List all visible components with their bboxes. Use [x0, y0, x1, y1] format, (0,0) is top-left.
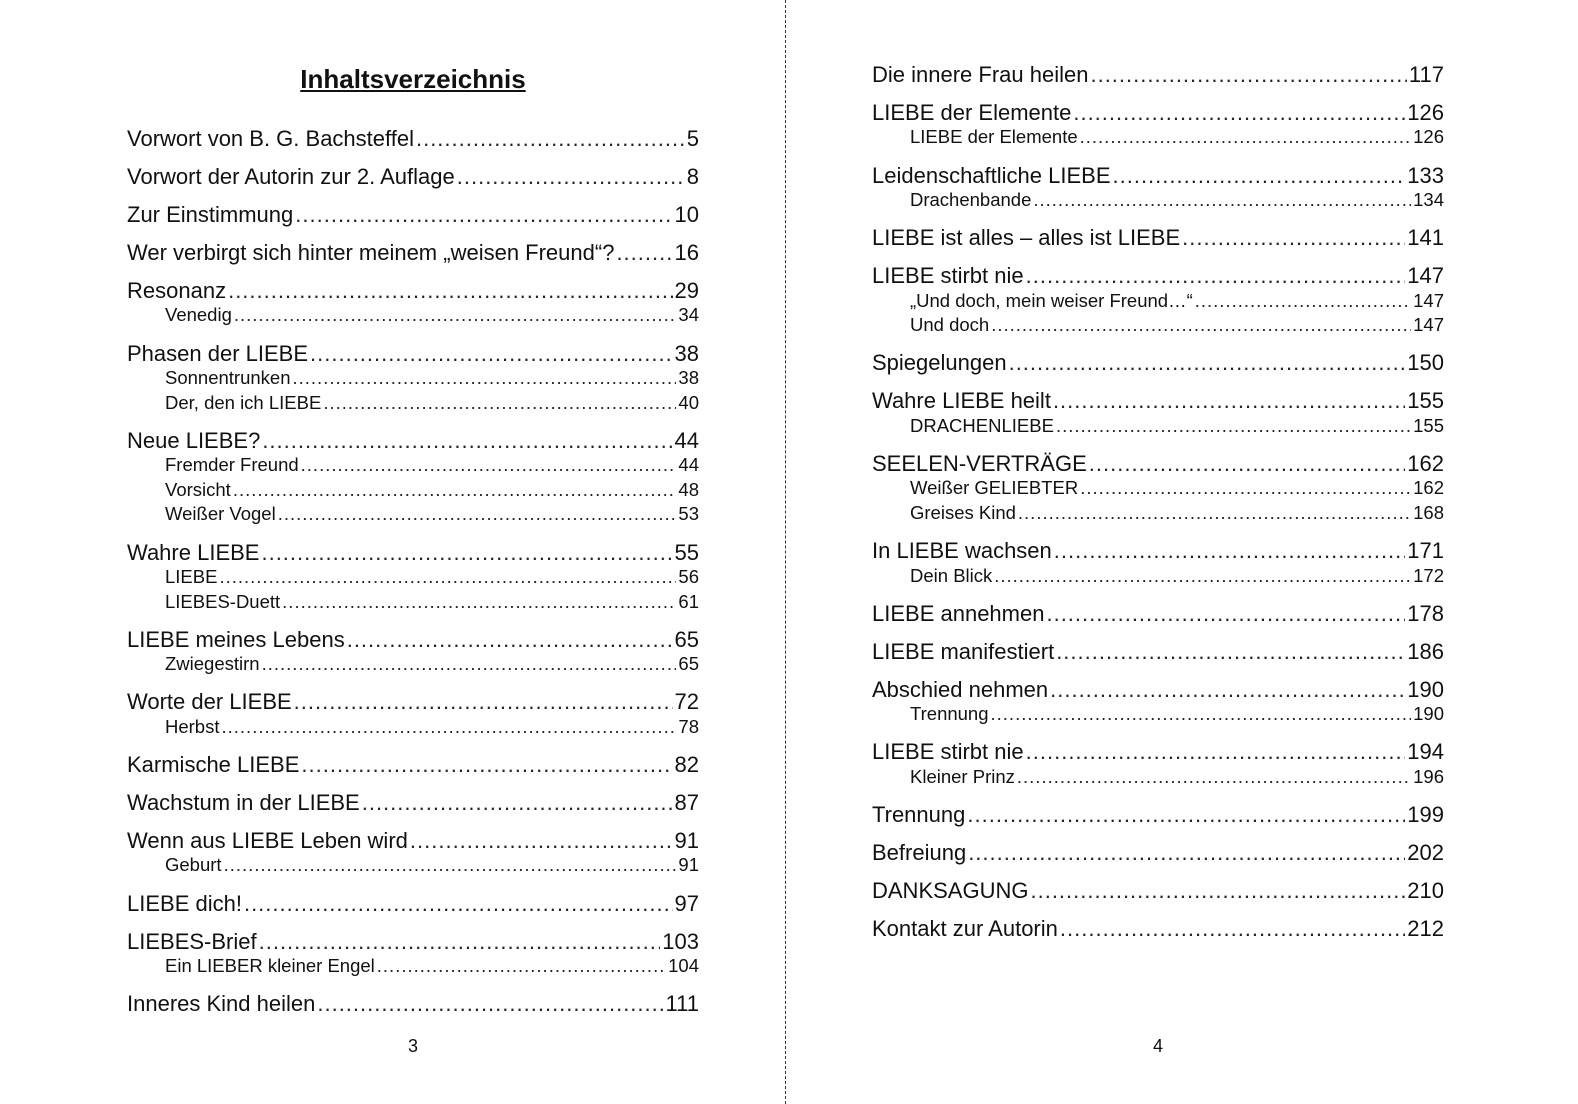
toc-subentry-page: 44: [678, 454, 699, 476]
toc-entry[interactable]: [127, 341, 699, 366]
toc-list-left: [127, 126, 699, 1029]
toc-subentry-page: 134: [1413, 189, 1444, 210]
toc-subentry[interactable]: [872, 188, 1444, 213]
toc-entry-page: 16: [674, 240, 699, 265]
toc-entry-title: Wahre LIEBE: [127, 539, 260, 565]
toc-entry-page: 87: [674, 789, 699, 815]
toc-entry-page: 82: [674, 751, 699, 777]
toc-subentry[interactable]: [872, 313, 1444, 338]
toc-subentry-page: 61: [678, 590, 699, 612]
toc-entry[interactable]: [127, 164, 699, 189]
toc-subentry[interactable]: [872, 289, 1444, 314]
toc-entry-title: Zur Einstimmung: [127, 202, 294, 227]
toc-entry-title: Inneres Kind heilen: [127, 991, 316, 1017]
toc-chapter: [872, 840, 1444, 865]
dot-leader: [347, 627, 673, 652]
dot-leader: [410, 828, 673, 853]
toc-entry[interactable]: [127, 278, 699, 303]
toc-chapter: [127, 929, 699, 979]
toc-subentry-title: Der, den ich LIEBE: [165, 391, 322, 413]
toc-entry-title: Phasen der LIEBE: [127, 340, 309, 366]
dot-leader: [262, 428, 672, 453]
toc-subentry-title: Kleiner Prinz: [910, 765, 1015, 787]
dot-leader: [301, 752, 672, 777]
toc-subentry-page: 40: [678, 391, 699, 413]
dot-leader: [1017, 765, 1411, 790]
toc-subentry[interactable]: [127, 366, 699, 391]
toc-entry[interactable]: [872, 451, 1444, 476]
toc-chapter: [127, 689, 699, 739]
toc-entry-title: Resonanz: [127, 278, 227, 303]
toc-entry[interactable]: [872, 225, 1444, 250]
toc-subentry[interactable]: [127, 453, 699, 478]
toc-subentry[interactable]: [127, 853, 699, 878]
toc-title: Inhaltsverzeichnis: [300, 64, 526, 94]
toc-list-right: [872, 62, 1444, 954]
toc-entry[interactable]: [872, 62, 1444, 87]
toc-entry-title: Spiegelungen: [872, 350, 1007, 376]
toc-subentry-title: Ein LIEBER kleiner Engel: [165, 954, 375, 976]
toc-entry-page: 133: [1407, 162, 1444, 188]
dot-leader: [1054, 538, 1406, 563]
toc-entry-title: LIEBE stirbt nie: [872, 263, 1024, 289]
toc-entry-page: 111: [665, 991, 699, 1017]
toc-chapter: [872, 916, 1444, 941]
dot-leader: [262, 652, 677, 677]
toc-entry-title: In LIEBE wachsen: [872, 538, 1052, 564]
dot-leader: [1056, 414, 1411, 439]
toc-subentry-page: 53: [678, 503, 699, 525]
toc-chapter: [127, 202, 699, 227]
dot-leader: [1056, 639, 1405, 664]
toc-entry-title: LIEBE annehmen: [872, 600, 1045, 626]
dot-leader: [244, 891, 673, 916]
toc-chapter: [872, 601, 1444, 626]
toc-subentry-title: Weißer GELIEBTER: [910, 477, 1079, 499]
toc-subentry-page: 155: [1413, 414, 1444, 436]
toc-subentry[interactable]: [872, 765, 1444, 790]
toc-subentry-title: „Und doch, mein weiser Freund…“: [910, 289, 1193, 311]
toc-entry-title: Leidenschaftliche LIEBE: [872, 162, 1111, 188]
toc-chapter: [872, 388, 1444, 438]
toc-chapter: [872, 639, 1444, 664]
toc-subentry[interactable]: [127, 478, 699, 503]
dot-leader: [1195, 289, 1411, 314]
dot-leader: [362, 790, 673, 815]
toc-entry-title: LIEBE dich!: [127, 890, 242, 916]
toc-chapter: [872, 100, 1444, 150]
dot-leader: [1050, 677, 1405, 702]
dot-leader: [377, 954, 666, 979]
dot-leader: [219, 565, 676, 590]
toc-chapter: [872, 677, 1444, 727]
dot-leader: [317, 991, 663, 1016]
toc-entry-title: Wahre LIEBE heilt: [872, 388, 1051, 414]
toc-entry[interactable]: [127, 428, 699, 453]
toc-entry-title: Vorwort der Autorin zur 2. Auflage: [127, 164, 455, 189]
toc-subentry[interactable]: [872, 476, 1444, 501]
toc-entry[interactable]: [127, 126, 699, 151]
toc-entry[interactable]: [127, 891, 699, 916]
toc-subentry-page: 147: [1413, 289, 1444, 311]
toc-chapter: [872, 163, 1444, 213]
toc-subentry-title: Sonnentrunken: [165, 367, 291, 388]
toc-chapter: [127, 828, 699, 878]
toc-subentry-page: 190: [1413, 703, 1444, 725]
toc-entry-page: 5: [686, 126, 699, 151]
toc-chapter: [127, 428, 699, 527]
toc-entry-page: 103: [662, 928, 699, 954]
toc-subentry-title: Weißer Vogel: [165, 503, 276, 525]
toc-subentry-page: 147: [1413, 314, 1444, 336]
dot-leader: [1030, 878, 1405, 903]
toc-subentry-page: 126: [1413, 126, 1444, 148]
toc-entry-title: Neue LIEBE?: [127, 427, 261, 453]
toc-entry[interactable]: [872, 639, 1444, 664]
toc-entry-title: Abschied nehmen: [872, 676, 1049, 702]
toc-entry[interactable]: [872, 840, 1444, 865]
toc-chapter: [127, 790, 699, 815]
toc-entry-page: 147: [1407, 263, 1444, 289]
toc-entry[interactable]: [127, 991, 699, 1016]
toc-entry-page: 44: [674, 427, 699, 453]
toc-chapter: [127, 627, 699, 677]
toc-entry-page: 186: [1407, 638, 1444, 664]
toc-entry[interactable]: [127, 929, 699, 954]
dot-leader: [616, 240, 672, 265]
toc-entry[interactable]: [127, 240, 699, 265]
dot-leader: [310, 341, 673, 366]
dot-leader: [1026, 263, 1406, 288]
toc-entry[interactable]: [872, 263, 1444, 288]
toc-entry-title: Trennung: [872, 801, 966, 827]
dot-leader: [259, 929, 661, 954]
toc-entry-page: 117: [1408, 62, 1444, 87]
toc-chapter: [872, 451, 1444, 526]
toc-entry[interactable]: [127, 202, 699, 227]
toc-subentry-title: LIEBE der Elemente: [910, 126, 1078, 148]
toc-subentry-page: 78: [678, 715, 699, 737]
toc-chapter: [872, 263, 1444, 338]
toc-subentry-page: 38: [678, 367, 699, 388]
toc-entry-title: LIEBE der Elemente: [872, 100, 1072, 125]
dot-leader: [295, 202, 672, 227]
toc-subentry-page: 172: [1413, 564, 1444, 586]
toc-chapter: [127, 540, 699, 615]
toc-chapter: [127, 341, 699, 416]
toc-entry-title: LIEBE manifestiert: [872, 638, 1055, 664]
toc-chapter: [872, 878, 1444, 903]
toc-subentry[interactable]: [127, 502, 699, 527]
toc-subentry[interactable]: [872, 564, 1444, 589]
toc-subentry-title: Zwiegestirn: [165, 653, 260, 675]
toc-entry[interactable]: [872, 802, 1444, 827]
toc-entry-page: 210: [1407, 877, 1444, 903]
dot-leader: [967, 802, 1405, 827]
toc-subentry-title: Venedig: [165, 304, 232, 326]
toc-entry-title: DANKSAGUNG: [872, 877, 1029, 903]
toc-entry[interactable]: [127, 689, 699, 714]
toc-subentry-title: Vorsicht: [165, 478, 231, 500]
toc-subentry-page: 168: [1413, 501, 1444, 523]
toc-subentry[interactable]: [127, 954, 699, 979]
dot-leader: [1182, 225, 1405, 250]
toc-subentry-page: 48: [678, 478, 699, 500]
dot-leader: [1009, 350, 1406, 375]
dot-leader: [278, 502, 677, 527]
toc-subentry[interactable]: [127, 303, 699, 328]
toc-entry[interactable]: [127, 752, 699, 777]
dot-leader: [1080, 125, 1412, 150]
toc-subentry-title: Dein Blick: [910, 564, 993, 586]
dot-leader: [1018, 501, 1411, 526]
left-page: [127, 0, 699, 1104]
toc-entry-page: 199: [1407, 801, 1444, 827]
dot-leader: [457, 164, 685, 189]
right-page: [872, 0, 1444, 1104]
dot-leader: [1073, 100, 1405, 125]
toc-subentry[interactable]: [127, 590, 699, 615]
toc-entry[interactable]: [872, 916, 1444, 941]
toc-entry-page: 38: [674, 340, 699, 366]
toc-entry-page: 97: [674, 890, 699, 916]
toc-chapter: [872, 350, 1444, 375]
toc-subentry-title: Drachenbande: [910, 189, 1032, 210]
toc-entry[interactable]: [872, 100, 1444, 125]
toc-entry[interactable]: [127, 828, 699, 853]
toc-entry-title: LIEBE ist alles – alles ist LIEBE: [872, 225, 1181, 251]
toc-subentry-page: 91: [678, 854, 699, 876]
dot-leader: [1089, 451, 1406, 476]
toc-entry-page: 202: [1407, 839, 1444, 865]
toc-entry-page: 91: [674, 827, 699, 853]
toc-subentry[interactable]: [872, 125, 1444, 150]
dot-leader: [222, 715, 677, 740]
toc-entry-page: 162: [1407, 450, 1444, 476]
toc-chapter: [872, 802, 1444, 827]
toc-chapter: [127, 240, 699, 265]
dot-leader: [416, 126, 685, 151]
dot-leader: [1090, 62, 1406, 87]
dot-leader: [224, 853, 677, 878]
toc-subentry-page: 162: [1413, 477, 1444, 499]
toc-entry[interactable]: [872, 350, 1444, 375]
dot-leader: [1053, 388, 1405, 413]
toc-entry-page: 155: [1407, 388, 1444, 414]
toc-entry[interactable]: [872, 878, 1444, 903]
toc-entry-title: Wenn aus LIEBE Leben wird: [127, 827, 408, 853]
toc-entry[interactable]: [127, 627, 699, 652]
dot-leader: [282, 590, 676, 615]
toc-entry-title: Kontakt zur Autorin: [872, 915, 1058, 941]
toc-entry-page: 10: [674, 202, 699, 227]
toc-entry-title: Karmische LIEBE: [127, 751, 300, 777]
toc-entry-title: LIEBE stirbt nie: [872, 739, 1024, 765]
toc-entry-title: Befreiung: [872, 839, 967, 865]
toc-subentry[interactable]: [127, 565, 699, 590]
toc-entry-title: Vorwort von B. G. Bachsteffel: [127, 126, 414, 151]
toc-entry-page: 194: [1407, 739, 1444, 765]
toc-entry-page: 150: [1407, 350, 1444, 376]
toc-chapter: [127, 991, 699, 1016]
toc-subentry-page: 65: [678, 653, 699, 675]
toc-subentry-page: 56: [678, 565, 699, 587]
toc-entry[interactable]: [872, 601, 1444, 626]
toc-subentry-title: Herbst: [165, 715, 220, 737]
dot-leader: [1026, 739, 1406, 764]
toc-entry-title: Die innere Frau heilen: [872, 62, 1089, 87]
toc-entry-page: 212: [1407, 915, 1444, 941]
toc-subentry[interactable]: [127, 652, 699, 677]
dot-leader: [991, 702, 1412, 727]
dot-leader: [1033, 188, 1411, 213]
toc-entry-page: 171: [1407, 538, 1444, 564]
dot-leader: [968, 840, 1405, 865]
toc-entry-title: Wer verbirgt sich hinter meinem „weisen Freund“?: [127, 240, 615, 265]
dot-leader: [1060, 916, 1405, 941]
toc-entry[interactable]: [127, 540, 699, 565]
toc-entry[interactable]: [872, 388, 1444, 413]
dot-leader: [1113, 163, 1406, 188]
toc-subentry[interactable]: [872, 702, 1444, 727]
toc-subentry-title: LIEBES-Duett: [165, 590, 281, 612]
toc-subentry-page: 196: [1413, 765, 1444, 787]
toc-entry[interactable]: [127, 790, 699, 815]
toc-chapter: [127, 752, 699, 777]
dot-leader: [1046, 601, 1405, 626]
dot-leader: [293, 366, 677, 391]
toc-subentry-title: Trennung: [910, 703, 989, 725]
toc-chapter: [127, 126, 699, 151]
toc-entry-page: 178: [1407, 600, 1444, 626]
toc-entry-page: 190: [1407, 676, 1444, 702]
toc-entry[interactable]: [872, 538, 1444, 563]
toc-chapter: [872, 62, 1444, 87]
toc-chapter: [127, 891, 699, 916]
toc-entry-title: LIEBE meines Lebens: [127, 626, 345, 652]
toc-subentry-title: Fremder Freund: [165, 454, 299, 476]
toc-subentry-title: Greises Kind: [910, 501, 1016, 523]
dot-leader: [1080, 476, 1411, 501]
toc-chapter: [872, 739, 1444, 789]
toc-chapter: [127, 278, 699, 328]
toc-entry-title: SEELEN-VERTRÄGE: [872, 450, 1087, 476]
toc-entry[interactable]: [872, 677, 1444, 702]
toc-subentry[interactable]: [127, 391, 699, 416]
toc-subentry[interactable]: [872, 414, 1444, 439]
toc-entry-page: 141: [1407, 225, 1444, 251]
toc-entry-title: Worte der LIEBE: [127, 689, 292, 715]
toc-entry-page: 126: [1407, 100, 1444, 125]
toc-subentry[interactable]: [872, 501, 1444, 526]
toc-entry-page: 55: [674, 539, 699, 565]
toc-chapter: [872, 225, 1444, 250]
toc-subentry[interactable]: [127, 715, 699, 740]
page-number: 3: [407, 1036, 418, 1056]
dot-leader: [234, 303, 677, 328]
toc-entry[interactable]: [872, 163, 1444, 188]
dot-leader: [991, 313, 1411, 338]
dot-leader: [323, 391, 676, 416]
toc-subentry-title: DRACHENLIEBE: [910, 414, 1054, 436]
toc-chapter: [127, 164, 699, 189]
toc-entry[interactable]: [872, 739, 1444, 764]
toc-entry-title: LIEBES-Brief: [127, 928, 257, 954]
toc-entry-page: 72: [674, 689, 699, 715]
toc-entry-title: Wachstum in der LIEBE: [127, 789, 360, 815]
dot-leader: [228, 278, 672, 303]
toc-subentry-page: 104: [668, 954, 699, 976]
toc-subentry-page: 34: [678, 304, 699, 326]
dot-leader: [301, 453, 677, 478]
page-divider: [785, 0, 786, 1104]
toc-entry-page: 29: [674, 278, 699, 303]
toc-entry-page: 65: [674, 626, 699, 652]
dot-leader: [233, 478, 677, 503]
toc-subentry-title: Und doch: [910, 314, 990, 336]
dot-leader: [294, 689, 673, 714]
toc-chapter: [872, 538, 1444, 588]
toc-entry-page: 8: [686, 164, 699, 189]
toc-subentry-title: Geburt: [165, 854, 222, 876]
toc-subentry-title: LIEBE: [165, 565, 218, 587]
dot-leader: [261, 540, 672, 565]
page-number: 4: [1152, 1036, 1163, 1056]
dot-leader: [994, 564, 1411, 589]
